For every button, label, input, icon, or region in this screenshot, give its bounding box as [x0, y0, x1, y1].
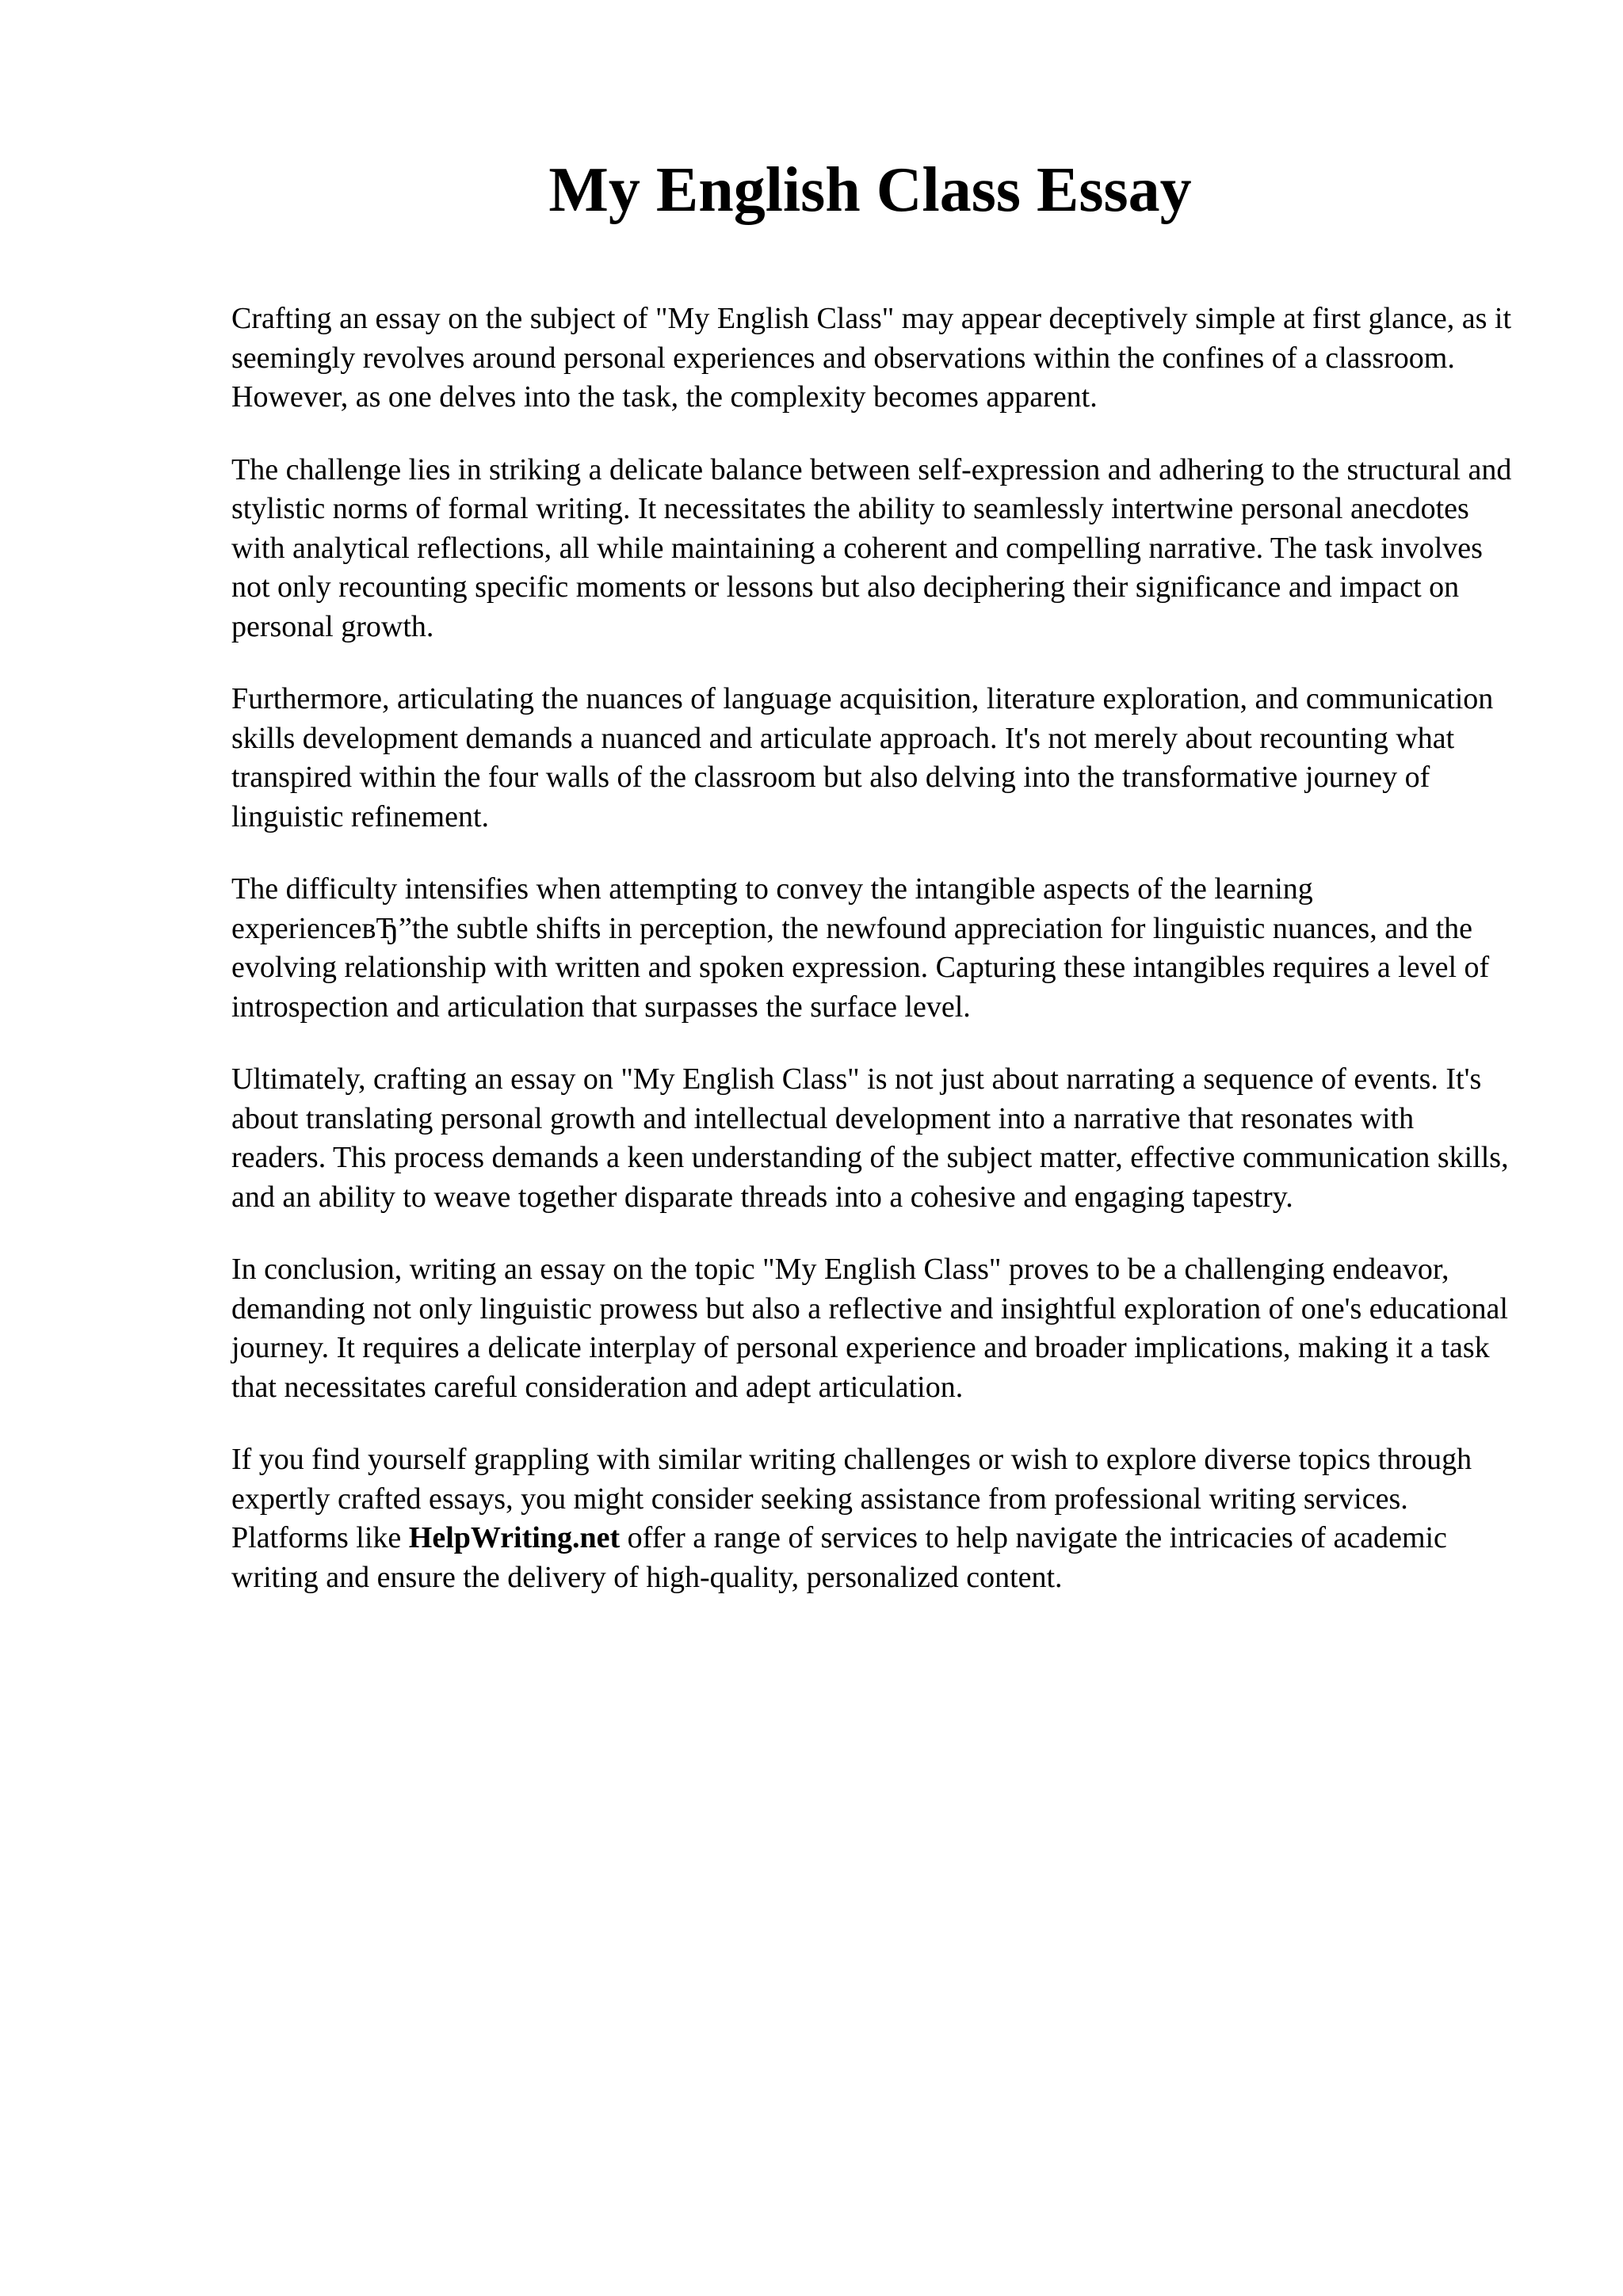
helpwriting-link[interactable]: HelpWriting.net	[408, 1521, 621, 1554]
paragraph-5: Ultimately, crafting an essay on "My English Class" is not just about narrating a sequence of events. It's about translating personal growth and intellectual development into a narrative that resonates with readers. This process demands a keen understanding of the subject matter, effective communication skills, and an ability to weave together disparate threads into a cohesive and engaging tapestry.	[231, 1062, 1509, 1214]
paragraph-2: The challenge lies in striking a delicate balance between self-expression and adhering to the structural and stylistic norms of formal writing. It necessitates the ability to seamlessly intertwine personal anecdotes with analytical reflections, all while maintaining a coherent and compelling narrative. The task involves not only recounting specific moments or lessons but also deciphering their significance and impact on personal growth.	[231, 452, 1512, 643]
paragraph-7	[231, 1440, 1515, 1597]
paragraph-4: The difficulty intensifies when attempting to convey the intangible aspects of the learning experienceвЂ”the subtle shifts in perception, the newfound appreciation for linguistic nuances, and the evolving relationship with written and spoken expression. Capturing these intangibles requires a level of introspection and articulation that surpasses the surface level.	[231, 872, 1490, 1024]
paragraph-7-text-before: If you find yourself grappling with similar writing challenges or wish to explore diverse topics through expertly crafted essays, you might consider seeking assistance from professional writing services. Platforms like	[231, 1443, 1472, 1554]
paragraph-6: In conclusion, writing an essay on the topic "My English Class" proves to be a challenging endeavor, demanding not only linguistic prowess but also a reflective and insightful exploration of one's educational journey. It requires a delicate interplay of personal experience and broader implications, making it a task that necessitates careful consideration and adept articulation.	[231, 1253, 1508, 1404]
essay-body	[231, 299, 1515, 1630]
paragraph-3: Furthermore, articulating the nuances of language acquisition, literature exploration, and communication skills development demands a nuanced and articulate approach. It's not merely about recounting what transpired within the four walls of the classroom but also delving into the transformative journey of linguistic refinement.	[231, 682, 1494, 833]
paragraph-7-text-after: offer a range of services to help navigate the intricacies of academic writing and ensure the delivery of high-quality, personalized content.	[231, 1521, 1447, 1594]
paragraph-1: Crafting an essay on the subject of "My English Class" may appear deceptively simple at first glance, as it seemingly revolves around personal experiences and observations within the confines of a classroom. However, as one delves into the task, the complexity becomes apparent.	[231, 302, 1511, 414]
page-title: My English Class Essay	[548, 155, 1192, 225]
